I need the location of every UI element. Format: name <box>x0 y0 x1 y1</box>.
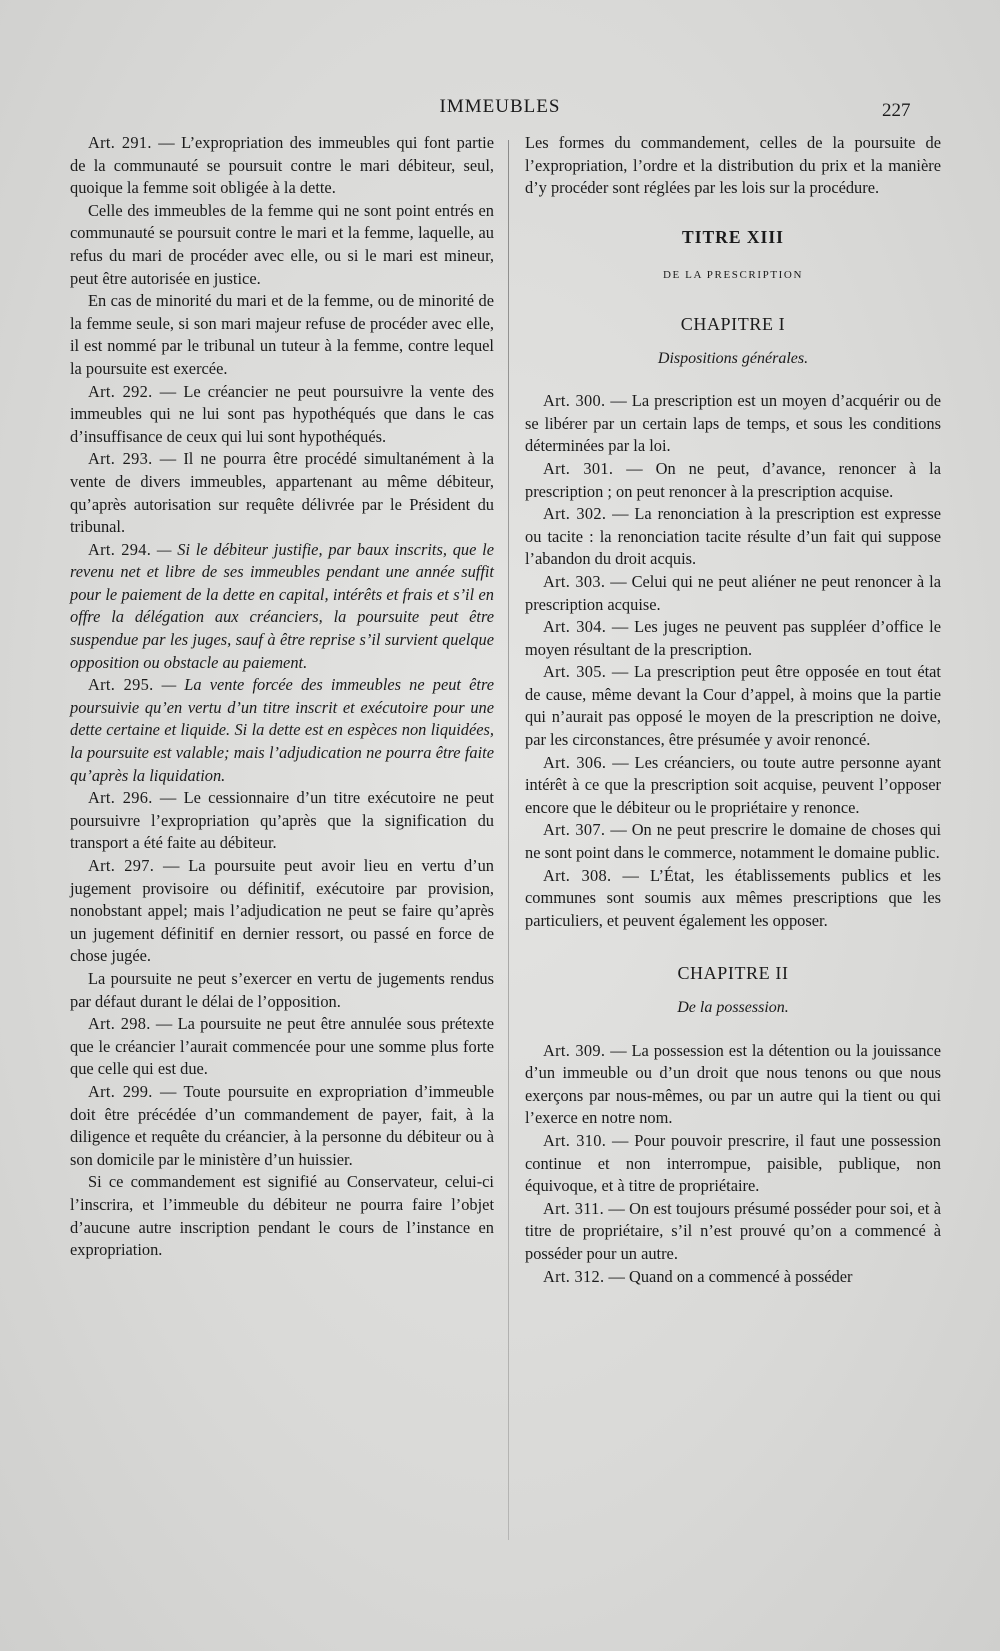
titre-subheading: DE LA PRESCRIPTION <box>662 269 804 282</box>
article-text: — Les juges ne peuvent pas suppléer d’office le moyen résultant de la prescription. <box>525 617 941 659</box>
article-paragraph <box>525 1040 941 1130</box>
article-text-italic: — La vente forcée des immeubles ne peut être poursuivie qu’en vertu d’un titre inscrit et exécutoire pour une dette certaine et liquide. Si la dette est en espèces non liquidées, la poursuite est valable; mais l’adjudication ne pourra être faite qu’après la liquidation. <box>70 675 494 785</box>
continuation-paragraph: Les formes du commandement, celles de la poursuite de l’expropriation, l’ordre et la distribution du prix et la manière d’y procéder sont réglées par les lois sur la procédure. <box>525 133 941 198</box>
article-number: Art. 297. <box>88 856 155 875</box>
chapitre-2-heading: CHAPITRE II <box>677 963 789 984</box>
titre-heading: TITRE XIII <box>682 226 784 247</box>
article-paragraph <box>70 200 494 290</box>
article-paragraph <box>525 503 941 571</box>
article-paragraph <box>70 855 494 968</box>
article-number: Art. 298. <box>88 1014 151 1034</box>
article-paragraph <box>525 571 941 616</box>
article-number: Art. 305. <box>543 662 607 682</box>
article-number: Art. 293. <box>88 449 153 469</box>
article-text: — La poursuite peut avoir lieu en vertu d’un jugement provisoire ou définitif, exécutoire par provision, nonobstant appel; mais l’adjudication ne peut se faire qu’après un jugement définitif en dernier ressort, ou passé en force de chose jugée. <box>70 856 494 966</box>
chapitre-2-articles <box>525 1040 941 1289</box>
article-paragraph <box>525 752 941 820</box>
article-text-italic: — Si le débiteur justifie, par baux inscrits, que le revenu net et libre de ses immeubles pendant une année suffit pour le paiement de la dette en capital, intérêts et frais et s’il en offre la délégation aux créanciers, la poursuite peut être suspendue par les juges, sauf à être reprise s’il survient quelque opposition ou obstacle au paiement. <box>70 539 494 672</box>
article-paragraph <box>525 1266 941 1289</box>
article-number: Art. 311. <box>543 1198 605 1218</box>
article-paragraph <box>70 968 494 1013</box>
article-paragraph <box>525 661 941 751</box>
chapitre-1-subheading: Dispositions générales. <box>657 349 809 367</box>
article-number: Art. 307. <box>543 820 606 840</box>
article-paragraph <box>525 865 941 933</box>
article-text: — L’État, les établissements publics et les communes sont soumis aux mêmes prescriptions que les particuliers, et peuvent également les opposer. <box>525 865 941 930</box>
article-text: La poursuite ne peut s’exercer en vertu de jugements rendus par défaut durant le délai de l’opposition. <box>70 968 494 1011</box>
article-text: — Pour pouvoir prescrire, il faut une possession continue et non interrompue, paisible, publique, non équivoque, et à titre de propriétaire. <box>525 1130 941 1196</box>
article-number: Art. 300. <box>543 391 606 411</box>
article-paragraph <box>70 787 494 855</box>
chapitre-1-articles <box>525 390 941 932</box>
article-text: — On ne peut, d’avance, renoncer à la prescription ; on peut renoncer à la prescription acquise. <box>525 458 941 501</box>
article-paragraph <box>70 1081 494 1171</box>
article-number: Art. 304. <box>543 617 607 637</box>
article-text: — La prescription est un moyen d’acquérir ou de se libérer par un certain laps de temps, et sous les conditions déterminées par la loi. <box>525 391 941 456</box>
article-text: — Toute poursuite en expropriation d’immeuble doit être précédée d’un commandement de payer, fait, à la diligence et requête du créancier, à la personne du débiteur ou à son domicile par le ministère d’un huissier. <box>70 1081 494 1169</box>
article-text: En cas de minorité du mari et de la femme, ou de minorité de la femme seule, si son mari majeur refuse de procéder avec elle, il est nommé par le tribunal un tuteur à la femme, contre lequel la poursuite est exercée. <box>70 291 494 378</box>
chapitre-2-subheading: De la possession. <box>677 999 789 1016</box>
article-number: Art. 303. <box>543 571 606 591</box>
article-text: — Il ne pourra être procédé simultanément à la vente de divers immeubles, appartenant au même débiteur, qu’après autorisation sur requête délivrée par le Président du tribunal. <box>70 449 494 537</box>
article-paragraph <box>525 1198 941 1266</box>
article-text: — On est toujours présumé posséder pour soi, et à titre de propriétaire, s’il n’est prouvé qu’on a commencé à posséder pour un autre. <box>525 1198 941 1263</box>
right-column <box>525 132 941 1288</box>
left-column <box>70 132 494 1262</box>
article-number: Art. 310. <box>543 1130 607 1150</box>
article-number: Art. 292. <box>88 381 153 401</box>
article-paragraph <box>70 381 494 449</box>
article-text: — Quand on a commencé à posséder <box>604 1266 853 1286</box>
article-number: Art. 302. <box>543 504 607 524</box>
article-paragraph <box>525 1130 941 1198</box>
article-number: Art. 291. <box>88 133 152 152</box>
article-text: — Celui qui ne peut aliéner ne peut renoncer à la prescription acquise. <box>525 571 941 614</box>
article-text: — La possession est la détention ou la jouissance d’un immeuble ou d’un droit que nous tenons ou que nous exerçons par nous-mêmes, ou par un autre qui la tient ou qui l’exerce en notre nom. <box>525 1040 941 1128</box>
article-number: Art. 299. <box>88 1081 153 1101</box>
article-number: Art. 312. <box>543 1266 605 1286</box>
article-number: Art. 294. <box>88 539 152 559</box>
column-divider <box>508 140 509 1540</box>
article-paragraph <box>70 290 494 380</box>
article-text: — On ne peut prescrire le domaine de choses qui ne sont point dans le commerce, notamment le domaine public. <box>525 820 942 863</box>
article-number: Art. 308. <box>543 865 612 885</box>
article-paragraph <box>70 674 494 787</box>
article-paragraph <box>525 616 941 661</box>
article-paragraph <box>70 132 494 200</box>
article-number: Art. 301. <box>543 458 614 478</box>
article-text: — La poursuite ne peut être annulée sous prétexte que le créancier l’aurait commencée pour une somme plus forte que celle qui est due. <box>70 1014 495 1079</box>
running-head: IMMEUBLES <box>439 96 561 117</box>
article-paragraph <box>525 819 941 864</box>
page-number: 227 <box>882 100 911 121</box>
article-text: — Le créancier ne peut poursuivre la vente des immeubles qui ne lui sont pas hypothéqués que dans le cas d’insuffisance de ceux qui lui sont hypothéqués. <box>70 381 494 446</box>
article-number: Art. 306. <box>543 752 607 772</box>
article-text: — L’expropriation des immeubles qui font partie de la communauté se poursuit contre le mari débiteur, seul, quoique la femme soit obligée à la dette. <box>70 133 494 198</box>
article-text: — Les créanciers, ou toute autre personne ayant intérêt à ce que la prescription soit acquise, peuvent l’opposer encore que le débiteur ou le propriétaire y renonce. <box>525 752 941 817</box>
article-number: Art. 295. <box>88 675 154 695</box>
article-paragraph <box>70 1171 494 1261</box>
article-paragraph <box>70 1013 494 1081</box>
article-number: Art. 296. <box>88 788 153 808</box>
article-text: — Le cessionnaire d’un titre exécutoire ne peut poursuivre l’expropriation qu’après que la signification du transport a été faite au débiteur. <box>70 788 494 853</box>
article-paragraph <box>525 458 941 503</box>
article-paragraph <box>70 539 494 675</box>
chapitre-1-heading: CHAPITRE I <box>680 313 786 334</box>
article-text: — La prescription peut être opposée en tout état de cause, même devant la Cour d’appel, à moins que la partie qui n’aurait pas opposé le moyen de la prescription ne doive, par les circonstances, être présumée y avoir renoncé. <box>525 662 941 750</box>
article-paragraph <box>525 390 941 458</box>
article-text: Si ce commandement est signifié au Conservateur, celui-ci l’inscrira, et l’immeuble du débiteur ne pourra faire l’objet d’aucune autre inscription pendant le cours de l’instance en expropriation. <box>70 1172 494 1260</box>
article-text: Celle des immeubles de la femme qui ne sont point entrés en communauté se poursuit contre le mari et la femme, laquelle, au refus du mari de procéder avec elle, ou si le mari est mineur, peut être autorisée en justice. <box>70 200 494 288</box>
article-text: — La renonciation à la prescription est expresse ou tacite : la renonciation tacite résulte d’un fait qui suppose l’abandon du droit acquis. <box>525 504 941 569</box>
article-number: Art. 309. <box>543 1040 606 1060</box>
article-paragraph <box>70 448 494 538</box>
